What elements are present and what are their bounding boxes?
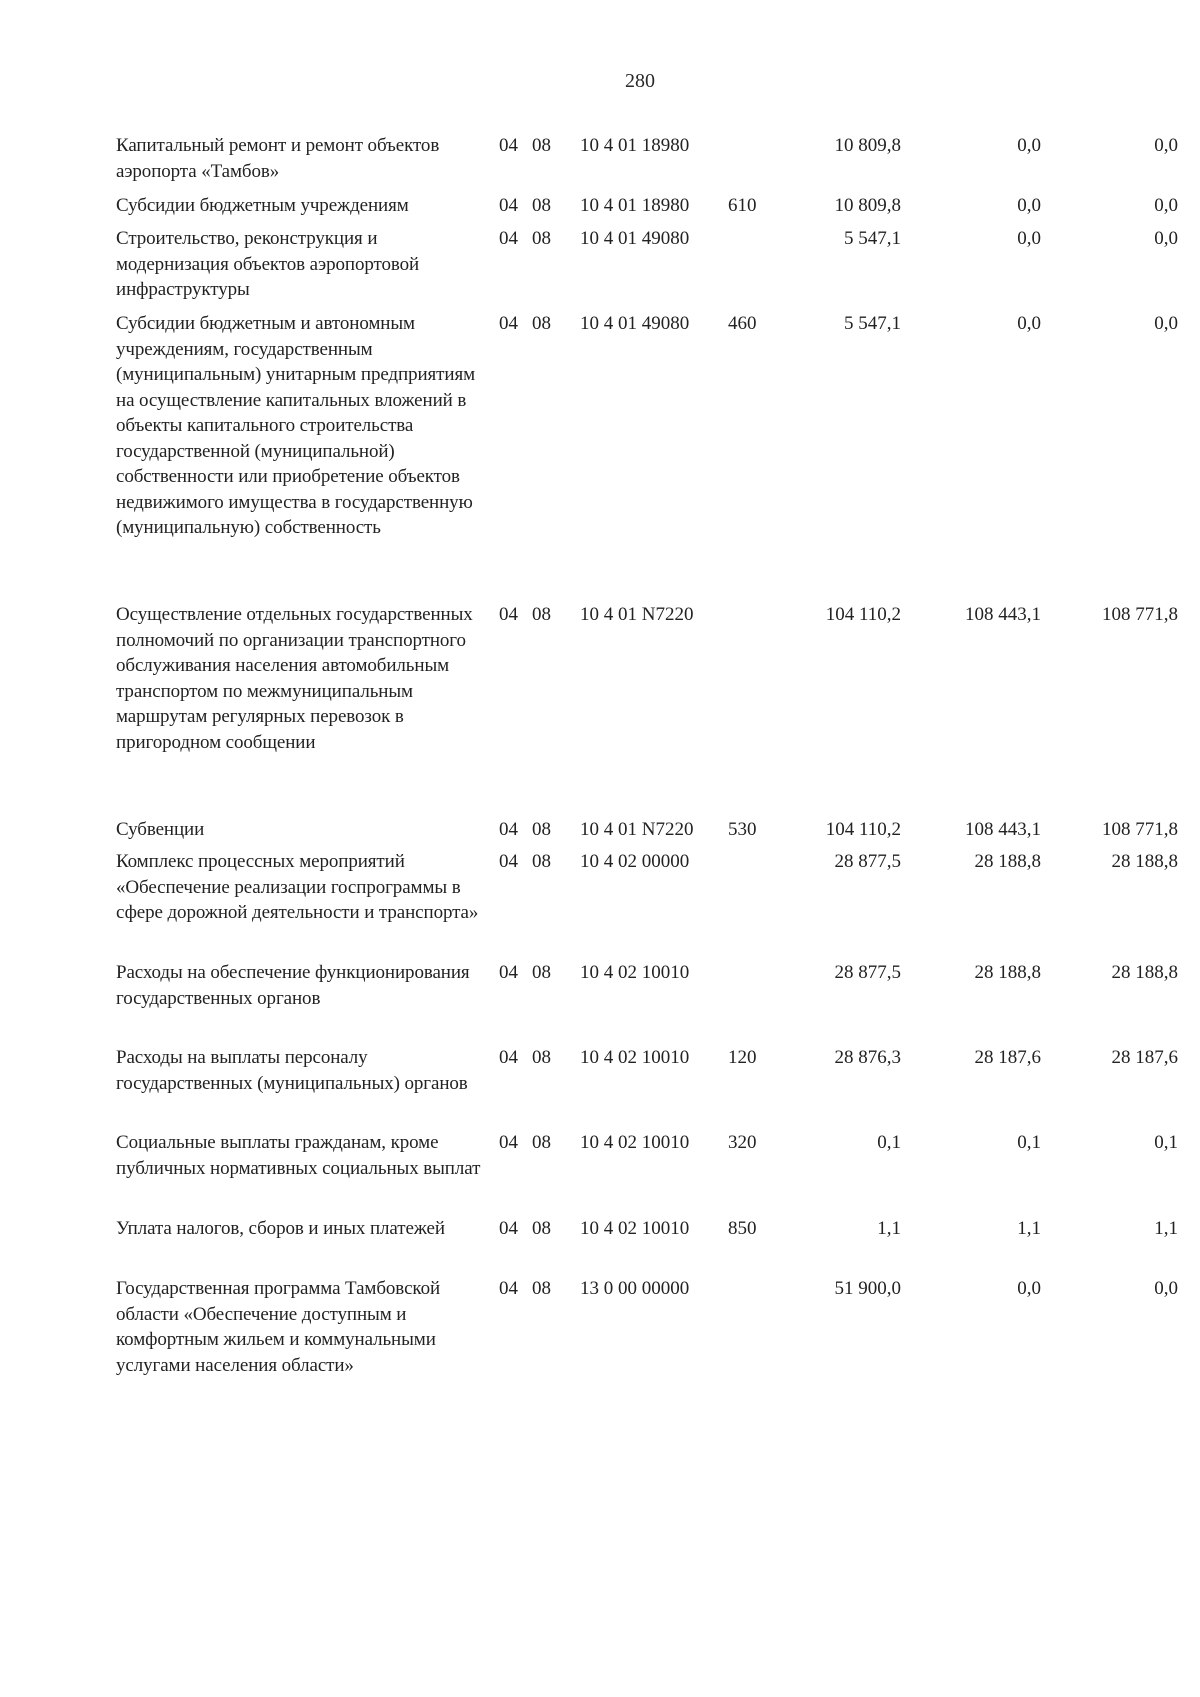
row-subsection: 08 [532,819,551,840]
row-name: Субвенции [116,819,205,840]
row-amount-year-2: 28 188,8 [974,962,1041,983]
row-subsection: 08 [532,851,551,872]
row-section: 04 [499,962,518,983]
row-name: Строительство, реконструкция и модернизация объектов аэропортовой инфраструктуры [116,228,420,300]
row-amount-year-3: 0,0 [1154,195,1178,216]
row-subsection: 08 [532,1132,551,1153]
row-name: Расходы на обеспечение функционирования государственных органов [116,962,470,1009]
row-target-article: 10 4 01 49080 [580,313,690,334]
row-section: 04 [499,228,518,249]
row-amount-year-3: 0,0 [1154,313,1178,334]
row-amount-year-2: 0,1 [1017,1132,1041,1153]
row-amount-year-1: 28 876,3 [834,1047,901,1068]
row-name: Субсидии бюджетным учреждениям [116,195,409,216]
row-target-article: 10 4 01 18980 [580,195,690,216]
row-section: 04 [499,135,518,156]
row-amount-year-3: 0,0 [1154,135,1178,156]
row-expense-type: 120 [728,1047,757,1068]
page-number: 280 [625,70,655,92]
row-expense-type: 460 [728,313,757,334]
row-name: Расходы на выплаты персоналу государственных (муниципальных) органов [116,1047,468,1094]
row-subsection: 08 [532,1218,551,1239]
row-section: 04 [499,819,518,840]
row-amount-year-2: 0,0 [1017,1278,1041,1299]
row-amount-year-1: 10 809,8 [834,195,901,216]
row-subsection: 08 [532,1047,551,1068]
row-amount-year-3: 1,1 [1154,1218,1178,1239]
row-section: 04 [499,1278,518,1299]
row-subsection: 08 [532,195,551,216]
row-target-article: 10 4 01 N7220 [580,819,694,840]
row-target-article: 10 4 01 N7220 [580,604,694,625]
row-target-article: 10 4 02 00000 [580,851,690,872]
row-name: Уплата налогов, сборов и иных платежей [116,1218,445,1239]
row-section: 04 [499,1132,518,1153]
row-name: Капитальный ремонт и ремонт объектов аэропорта «Тамбов» [116,135,440,182]
row-amount-year-2: 1,1 [1017,1218,1041,1239]
row-amount-year-1: 0,1 [877,1132,901,1153]
row-amount-year-3: 0,1 [1154,1132,1178,1153]
row-amount-year-2: 28 188,8 [974,851,1041,872]
row-amount-year-3: 108 771,8 [1102,819,1178,840]
row-expense-type: 610 [728,195,757,216]
row-section: 04 [499,1047,518,1068]
row-amount-year-1: 1,1 [877,1218,901,1239]
row-section: 04 [499,1218,518,1239]
row-amount-year-1: 28 877,5 [834,851,901,872]
row-amount-year-1: 28 877,5 [834,962,901,983]
row-subsection: 08 [532,135,551,156]
row-section: 04 [499,604,518,625]
row-section: 04 [499,313,518,334]
row-amount-year-3: 28 188,8 [1111,962,1178,983]
row-subsection: 08 [532,313,551,334]
row-amount-year-1: 104 110,2 [825,604,901,625]
row-target-article: 10 4 02 10010 [580,962,690,983]
row-section: 04 [499,851,518,872]
row-target-article: 10 4 02 10010 [580,1047,690,1068]
row-section: 04 [499,195,518,216]
row-amount-year-2: 28 187,6 [974,1047,1041,1068]
row-amount-year-3: 0,0 [1154,1278,1178,1299]
row-target-article: 10 4 01 18980 [580,135,690,156]
row-expense-type: 320 [728,1132,757,1153]
row-target-article: 10 4 01 49080 [580,228,690,249]
row-amount-year-1: 51 900,0 [834,1278,901,1299]
row-expense-type: 850 [728,1218,757,1239]
row-amount-year-2: 108 443,1 [965,819,1041,840]
row-target-article: 13 0 00 00000 [580,1278,690,1299]
row-amount-year-2: 0,0 [1017,195,1041,216]
row-amount-year-2: 0,0 [1017,313,1041,334]
row-amount-year-1: 5 547,1 [844,228,901,249]
row-subsection: 08 [532,1278,551,1299]
row-target-article: 10 4 02 10010 [580,1132,690,1153]
row-amount-year-2: 0,0 [1017,228,1041,249]
row-name: Осуществление отдельных государственных полномочий по организации транспортного обслуживания населения автомобильным транспортом по межмуниципальным маршрутам регулярных перевозок в пригородном сообщении [116,604,473,753]
row-amount-year-2: 0,0 [1017,135,1041,156]
row-name: Субсидии бюджетным и автономным учреждениям, государственным (муниципальным) унитарным предприятиям на осуществление капитальных вложений в объекты капитального строительства государственной (муниципальной) собственности или приобретение объектов недвижимого имущества в государственную (муниципальную) собственность [116,313,476,538]
row-name: Комплекс процессных мероприятий «Обеспечение реализации госпрограммы в сфере дорожной деятельности и транспорта» [116,851,479,923]
row-subsection: 08 [532,962,551,983]
row-name: Государственная программа Тамбовской области «Обеспечение доступным и комфортным жильем и коммунальными услугами населения области» [116,1278,441,1376]
row-expense-type: 530 [728,819,757,840]
row-amount-year-3: 28 188,8 [1111,851,1178,872]
row-amount-year-2: 108 443,1 [965,604,1041,625]
row-amount-year-1: 104 110,2 [825,819,901,840]
row-subsection: 08 [532,604,551,625]
row-amount-year-1: 10 809,8 [834,135,901,156]
row-target-article: 10 4 02 10010 [580,1218,690,1239]
row-name: Социальные выплаты гражданам, кроме публичных нормативных социальных выплат [116,1132,481,1179]
row-amount-year-3: 108 771,8 [1102,604,1178,625]
row-amount-year-3: 28 187,6 [1111,1047,1178,1068]
row-amount-year-3: 0,0 [1154,228,1178,249]
row-subsection: 08 [532,228,551,249]
row-amount-year-1: 5 547,1 [844,313,901,334]
